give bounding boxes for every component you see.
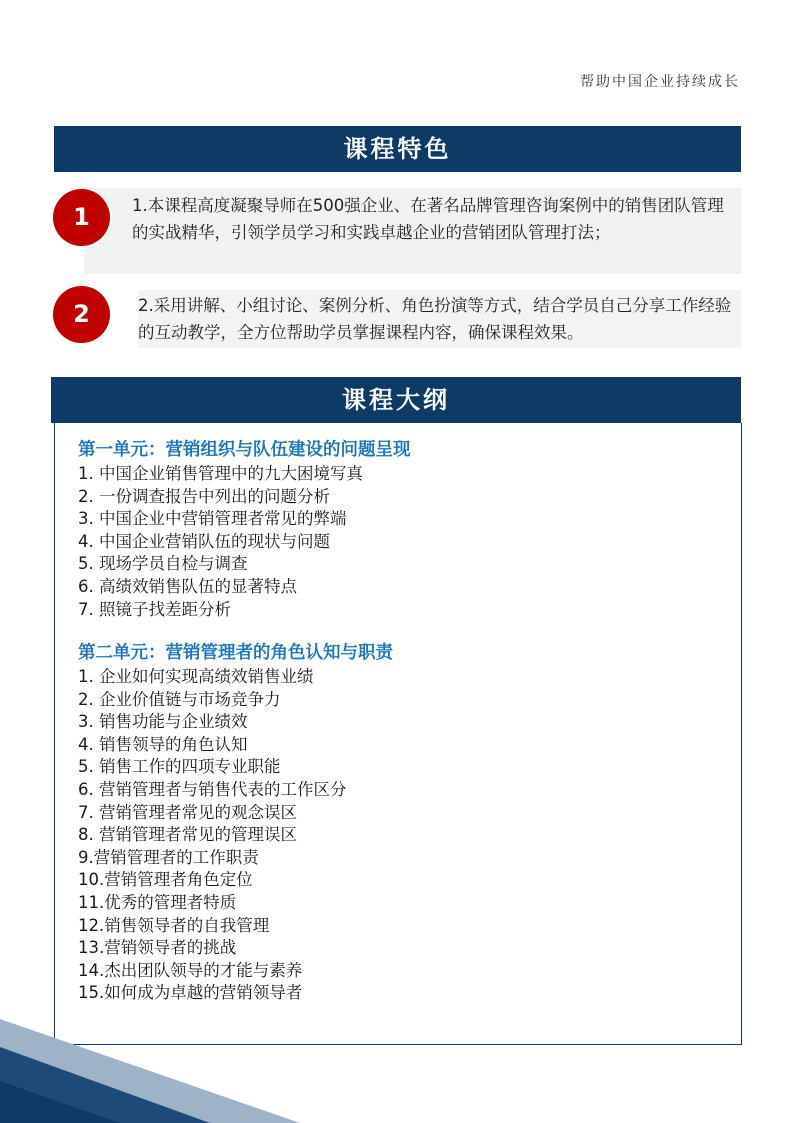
feature-number-badge-2: 2 [53, 286, 110, 343]
unit-1-list [78, 463, 728, 621]
list-item: 6. 营销管理者与销售代表的工作区分 [78, 779, 347, 799]
feature-number-badge-1: 1 [53, 189, 110, 246]
unit-2 [78, 640, 728, 1005]
list-item: 14.杰出团队领导的才能与素养 [78, 960, 303, 980]
list-item: 4. 中国企业营销队伍的现状与问题 [78, 531, 330, 551]
list-item: 2. 企业价值链与市场竞争力 [78, 689, 281, 709]
feature-item-1 [84, 188, 741, 274]
list-item: 2. 一份调查报告中列出的问题分析 [78, 486, 330, 506]
list-item: 13.营销领导者的挑战 [78, 938, 237, 958]
feature-text-2: 2.采用讲解、小组讨论、案例分析、角色扮演等方式，结合学员自己分享工作经验的互动教学，全方位帮助学员掌握课程内容，确保课程效果。 [138, 296, 732, 342]
outline-heading: 课程大纲 [51, 377, 741, 423]
list-item: 3. 中国企业中营销管理者常见的弊端 [78, 509, 347, 529]
list-item: 5. 销售工作的四项专业职能 [78, 757, 281, 777]
feature-item-2 [138, 290, 741, 348]
list-item: 10.营销管理者角色定位 [78, 870, 253, 890]
tagline: 帮助中国企业持续成长 [580, 74, 740, 90]
unit-2-title: 第二单元：营销管理者的角色认知与职责 [78, 643, 393, 663]
unit-1-title: 第一单元：营销组织与队伍建设的问题呈现 [78, 440, 411, 460]
outline-box [54, 423, 742, 1045]
list-item: 15.如何成为卓越的营销领导者 [78, 983, 303, 1003]
list-item: 8. 营销管理者常见的管理误区 [78, 825, 297, 845]
corner-decoration [0, 1011, 300, 1123]
list-item: 12.销售领导者的自我管理 [78, 915, 270, 935]
list-item: 1. 企业如何实现高绩效销售业绩 [78, 667, 314, 686]
list-item: 11.优秀的管理者特质 [78, 892, 237, 912]
feature-text-1: 1.本课程高度凝聚导师在500强企业、在著名品牌管理咨询案例中的销售团队管理的实战精华，引领学员学习和实践卓越企业的营销团队管理打法； [132, 196, 724, 242]
list-item: 7. 营销管理者常见的观念误区 [78, 802, 297, 822]
list-item: 9.营销管理者的工作职责 [78, 847, 259, 867]
list-item: 5. 现场学员自检与调查 [78, 554, 248, 574]
unit-2-list [78, 666, 728, 1005]
list-item: 6. 高绩效销售队伍的显著特点 [78, 576, 297, 596]
features-heading: 课程特色 [54, 126, 741, 172]
list-item: 1. 中国企业销售管理中的九大困境写真 [78, 464, 363, 483]
unit-1 [78, 437, 728, 621]
list-item: 3. 销售功能与企业绩效 [78, 712, 248, 732]
list-item: 4. 销售领导的角色认知 [78, 734, 248, 754]
list-item: 7. 照镜子找差距分析 [78, 599, 231, 619]
